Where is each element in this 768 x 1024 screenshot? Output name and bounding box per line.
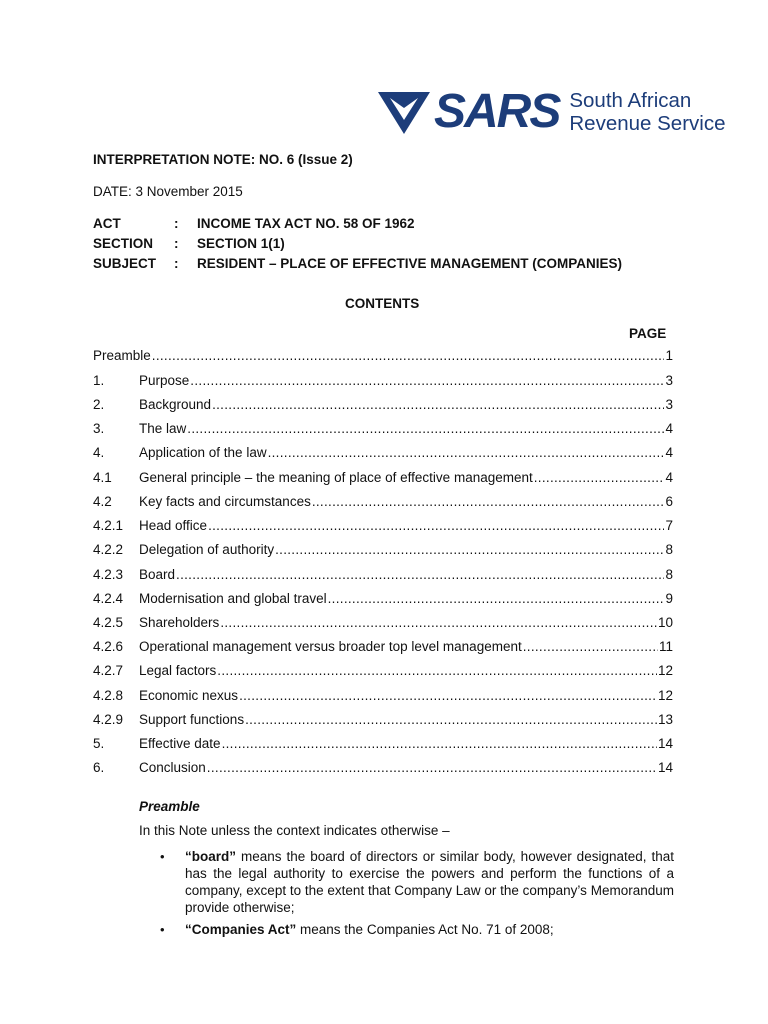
toc-leader	[523, 639, 658, 654]
toc-page: 12	[657, 663, 673, 678]
toc-number: 4.	[93, 445, 105, 460]
meta-separator: :	[174, 236, 179, 251]
toc-number: 4.2.6	[93, 639, 124, 654]
toc-page: 14	[657, 760, 673, 775]
toc-page: 8	[665, 567, 673, 582]
toc-leader	[207, 760, 657, 775]
toc-leader	[268, 445, 665, 460]
toc-page: 14	[657, 736, 673, 751]
logo-subtitle-line1: South African	[569, 89, 692, 112]
toc-leader	[187, 421, 664, 436]
meta-label: SUBJECT	[93, 256, 157, 271]
toc-title: General principle – the meaning of place of effective management	[139, 470, 533, 485]
toc-title: The law	[139, 421, 187, 436]
toc-page: 4	[665, 470, 673, 485]
toc-title: Operational management versus broader top level management	[139, 639, 522, 654]
toc-leader	[312, 494, 665, 509]
toc-number: 4.2.2	[93, 542, 124, 557]
toc-leader	[222, 736, 657, 751]
toc-row[interactable]	[93, 494, 673, 512]
logo-subtitle	[569, 89, 725, 135]
toc-leader	[176, 567, 664, 582]
toc-leader	[245, 712, 657, 727]
toc-title: Legal factors	[139, 663, 217, 678]
toc-leader	[275, 542, 664, 557]
toc-title: Background	[139, 397, 212, 412]
meta-separator: :	[174, 216, 179, 231]
definition-text: means the Companies Act No. 71 of 2008;	[296, 922, 554, 937]
toc-row[interactable]	[93, 736, 673, 754]
note-date: DATE: 3 November 2015	[93, 184, 243, 199]
logo-subtitle-line2: Revenue Service	[569, 112, 726, 135]
toc-title: Preamble	[93, 348, 151, 363]
bullet-icon: •	[160, 849, 165, 864]
toc-row[interactable]	[93, 348, 673, 366]
definition-text: means the board of directors or similar body, however designated, that has the legal authority to exercise the powers and perform the functions of a company, except to the extent that Company Law or the company’s Memorandum provide otherwise;	[185, 849, 674, 915]
toc-leader	[328, 591, 665, 606]
meta-separator: :	[174, 256, 179, 271]
toc-number: 4.2	[93, 494, 112, 509]
logo-wordmark: SARS	[434, 85, 560, 138]
toc-leader	[220, 615, 657, 630]
toc-leader	[190, 373, 664, 388]
toc-page: 8	[665, 542, 673, 557]
meta-label: SECTION	[93, 236, 154, 251]
toc-title: Key facts and circumstances	[139, 494, 311, 509]
toc-row[interactable]	[93, 712, 673, 730]
toc-number: 4.2.1	[93, 518, 124, 533]
toc-page: 3	[665, 373, 673, 388]
toc-number: 6.	[93, 760, 105, 775]
toc-title: Effective date	[139, 736, 221, 751]
toc-title: Economic nexus	[139, 688, 239, 703]
toc-row[interactable]	[93, 663, 673, 681]
toc-page: 12	[657, 688, 673, 703]
toc-row[interactable]	[93, 421, 673, 439]
sars-logo	[376, 84, 725, 140]
definition-term: “board”	[185, 849, 237, 864]
toc-row[interactable]	[93, 445, 673, 463]
toc-number: 4.2.4	[93, 591, 124, 606]
toc-page: 9	[665, 591, 673, 606]
note-title: INTERPRETATION NOTE: NO. 6 (Issue 2)	[93, 152, 353, 167]
toc-row[interactable]	[93, 373, 673, 391]
toc-number: 4.2.5	[93, 615, 124, 630]
toc-leader	[217, 663, 657, 678]
toc-title: Delegation of authority	[139, 542, 275, 557]
toc-row[interactable]	[93, 567, 673, 585]
contents-title: CONTENTS	[345, 296, 420, 311]
toc-page: 4	[665, 421, 673, 436]
bullet-icon: •	[160, 922, 165, 937]
preamble-intro: In this Note unless the context indicates otherwise –	[139, 823, 450, 838]
toc-number: 4.2.8	[93, 688, 124, 703]
toc-row[interactable]	[93, 688, 673, 706]
toc-leader	[208, 518, 664, 533]
toc-title: Board	[139, 567, 176, 582]
toc-row[interactable]	[93, 518, 673, 536]
toc-number: 1.	[93, 373, 105, 388]
toc-number: 4.1	[93, 470, 112, 485]
meta-value: SECTION 1(1)	[197, 236, 285, 251]
toc-title: Purpose	[139, 373, 190, 388]
toc-row[interactable]	[93, 470, 673, 488]
toc-title: Application of the law	[139, 445, 267, 460]
toc-title: Modernisation and global travel	[139, 591, 327, 606]
toc-number: 2.	[93, 397, 105, 412]
toc-row[interactable]	[93, 542, 673, 560]
toc-row[interactable]	[93, 760, 673, 778]
toc-row[interactable]	[93, 591, 673, 609]
toc-title: Shareholders	[139, 615, 220, 630]
meta-value: INCOME TAX ACT NO. 58 OF 1962	[197, 216, 415, 231]
toc-leader	[534, 470, 665, 485]
toc-row[interactable]	[93, 639, 673, 657]
toc-page: 6	[665, 494, 673, 509]
definition-term: “Companies Act”	[185, 922, 297, 937]
page-column-header: PAGE	[629, 326, 667, 341]
toc-title: Conclusion	[139, 760, 206, 775]
toc-number: 5.	[93, 736, 105, 751]
sars-chevron-icon	[376, 88, 432, 136]
toc-number: 4.2.3	[93, 567, 124, 582]
toc-page: 4	[665, 445, 673, 460]
toc-leader	[239, 688, 657, 703]
toc-number: 4.2.7	[93, 663, 124, 678]
toc-row[interactable]	[93, 397, 673, 415]
toc-title: Support functions	[139, 712, 245, 727]
meta-label: ACT	[93, 216, 121, 231]
toc-number: 4.2.9	[93, 712, 124, 727]
preamble-heading: Preamble	[139, 799, 200, 814]
definition-item	[185, 921, 674, 938]
toc-row[interactable]	[93, 615, 673, 633]
toc-page: 13	[657, 712, 673, 727]
definition-item	[185, 848, 674, 916]
toc-leader	[152, 348, 665, 363]
toc-page: 1	[665, 348, 673, 363]
toc-title: Head office	[139, 518, 208, 533]
toc-page: 11	[658, 639, 673, 654]
toc-page: 10	[657, 615, 673, 630]
toc-page: 3	[665, 397, 673, 412]
toc-page: 7	[665, 518, 673, 533]
toc-number: 3.	[93, 421, 105, 436]
toc-leader	[212, 397, 664, 412]
meta-value: RESIDENT – PLACE OF EFFECTIVE MANAGEMENT (COMPANIES)	[197, 256, 623, 271]
